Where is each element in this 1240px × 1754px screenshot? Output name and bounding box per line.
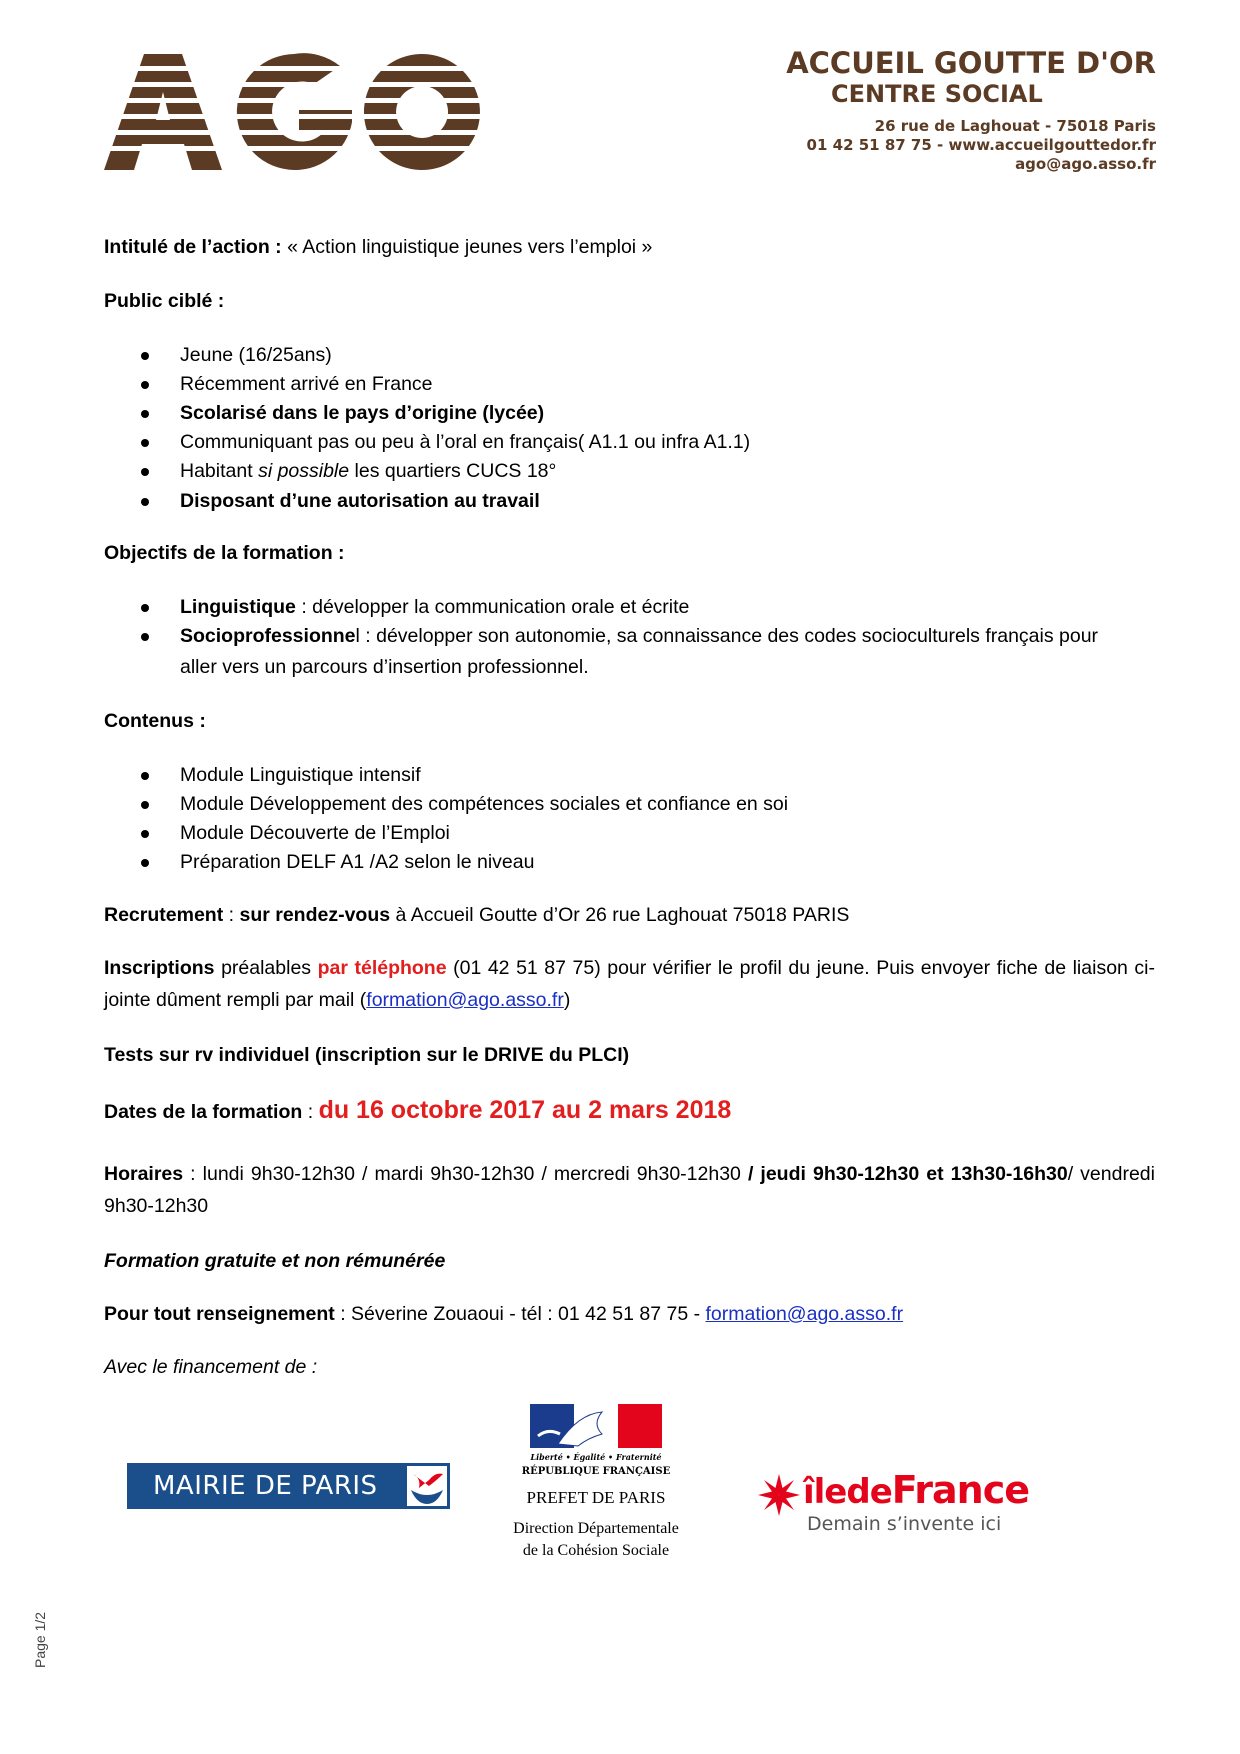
horaires-bold: / jeudi 9h30-12h30 et 13h30-16h30 bbox=[747, 1163, 1068, 1185]
objectif-text: l : développer son autonomie, sa connaissance des codes socioculturels français pour bbox=[355, 625, 1099, 647]
mairie-de-paris-logo bbox=[127, 1463, 450, 1509]
public-item: Jeune (16/25ans) bbox=[180, 344, 332, 366]
idf-tagline: Demain s’invente ici bbox=[807, 1513, 1002, 1535]
bullet-icon bbox=[141, 801, 149, 809]
bullet-icon bbox=[141, 830, 149, 838]
bullet-icon bbox=[141, 410, 149, 418]
bullet-icon bbox=[141, 381, 149, 389]
bullet-icon bbox=[141, 859, 149, 867]
objectif-item-continued: aller vers un parcours d’insertion professionnel. bbox=[180, 656, 589, 678]
horaires-label: Horaires bbox=[104, 1163, 184, 1185]
objectif-item bbox=[180, 596, 689, 619]
tests-line: Tests sur rv individuel (inscription sur le DRIVE du PLCI) bbox=[104, 1044, 630, 1066]
idf-ile: îlede bbox=[803, 1472, 892, 1512]
inscriptions-paragraph bbox=[104, 952, 1155, 1016]
bullet-icon bbox=[141, 439, 149, 447]
dates-label: Dates de la formation bbox=[104, 1101, 303, 1123]
idf-star-icon bbox=[757, 1473, 801, 1517]
contenu-item: Module Découverte de l’Emploi bbox=[180, 822, 450, 844]
idf-logo-text bbox=[803, 1468, 1029, 1512]
public-item: Communiquant pas ou peu à l’oral en français( A1.1 ou infra A1.1) bbox=[180, 431, 751, 453]
page-number: Page 1/2 bbox=[32, 1611, 48, 1668]
ddcs-label: de la Cohésion Sociale bbox=[522, 1542, 670, 1559]
public-item-text: Habitant bbox=[180, 460, 259, 482]
dates-line bbox=[104, 1096, 731, 1125]
inscriptions-label: Inscriptions bbox=[104, 957, 215, 979]
dates-value: du 16 octobre 2017 au 2 mars 2018 bbox=[318, 1096, 732, 1124]
public-item-italic: si possible bbox=[258, 460, 350, 482]
financement-line: Avec le financement de : bbox=[104, 1356, 318, 1378]
org-address: 26 rue de Laghouat - 75018 Paris bbox=[874, 117, 1156, 135]
ago-logo bbox=[104, 52, 484, 172]
marianne-motto: Liberté • Égalité • Fraternité bbox=[530, 1452, 662, 1462]
idf-france: France bbox=[891, 1468, 1030, 1512]
inscriptions-text: préalables bbox=[214, 957, 318, 979]
contenu-item: Préparation DELF A1 /A2 selon le niveau bbox=[180, 851, 535, 873]
action-value: « Action linguistique jeunes vers l’emploi » bbox=[281, 236, 653, 258]
org-email: ago@ago.asso.fr bbox=[1015, 155, 1156, 173]
action-label: Intitulé de l’action : bbox=[104, 236, 282, 258]
bullet-icon bbox=[141, 604, 149, 612]
public-item: Scolarisé dans le pays d’origine (lycée) bbox=[180, 402, 545, 424]
objectifs-heading: Objectifs de la formation : bbox=[104, 542, 345, 564]
bullet-icon bbox=[141, 468, 149, 476]
bullet-icon bbox=[141, 352, 149, 360]
public-item-text: les quartiers CUCS 18° bbox=[349, 460, 557, 482]
horaires-paragraph bbox=[104, 1158, 1155, 1222]
republique-francaise-label: RÉPUBLIQUE FRANÇAISE bbox=[521, 1466, 671, 1477]
public-item: Récemment arrivé en France bbox=[180, 373, 433, 395]
org-subtitle: CENTRE SOCIAL bbox=[831, 80, 1043, 108]
public-item bbox=[180, 460, 556, 483]
recrutement-line bbox=[104, 904, 849, 927]
marianne-logo bbox=[530, 1404, 662, 1448]
objectif-text: : développer la communication orale et écrite bbox=[295, 596, 690, 618]
action-title-line bbox=[104, 236, 652, 259]
recrutement-mode: sur rendez-vous bbox=[239, 904, 391, 926]
mairie-logo-text: MAIRIE DE PARIS bbox=[153, 1471, 378, 1501]
recrutement-label: Recrutement bbox=[104, 904, 224, 926]
inscriptions-text: ) bbox=[563, 989, 571, 1011]
public-item: Disposant d’une autorisation au travail bbox=[180, 490, 540, 512]
contact-line bbox=[104, 1303, 903, 1326]
separator: : bbox=[223, 904, 240, 926]
gratuite-line: Formation gratuite et non rémunérée bbox=[104, 1250, 446, 1272]
org-name: ACCUEIL GOUTTE D'OR bbox=[786, 46, 1156, 80]
contact-label: Pour tout renseignement bbox=[104, 1303, 335, 1325]
contact-text: : Séverine Zouaoui - tél : 01 42 51 87 75 - bbox=[334, 1303, 706, 1325]
org-phone-web: 01 42 51 87 75 - www.accueilgouttedor.fr bbox=[806, 136, 1156, 154]
contact-email-link[interactable]: formation@ago.asso.fr bbox=[705, 1303, 904, 1325]
objectif-item bbox=[180, 625, 1155, 648]
contenus-heading: Contenus : bbox=[104, 710, 206, 732]
inscriptions-highlight: par téléphone bbox=[317, 957, 447, 979]
inscriptions-text: (01 42 51 87 75) pour vérifier le profil du jeune. Puis envoyer fiche de liaison ci-jointe dûment rempli par mail ( bbox=[104, 957, 1155, 1011]
recrutement-text: à Accueil Goutte d’Or 26 rue Laghouat 75018 PARIS bbox=[390, 904, 850, 926]
contenu-item: Module Linguistique intensif bbox=[180, 764, 421, 786]
contenu-item: Module Développement des compétences sociales et confiance en soi bbox=[180, 793, 789, 815]
bullet-icon bbox=[141, 498, 149, 506]
horaires-text: / vendredi 9h30-12h30 bbox=[104, 1163, 1155, 1217]
paris-ship-icon bbox=[407, 1466, 447, 1506]
separator: : bbox=[302, 1101, 319, 1123]
bullet-icon bbox=[141, 772, 149, 780]
objectif-keyword: Socioprofessionne bbox=[180, 625, 356, 647]
ddcs-label: Direction Départementale bbox=[513, 1520, 679, 1537]
public-heading: Public ciblé : bbox=[104, 290, 225, 312]
inscriptions-email-link[interactable]: formation@ago.asso.fr bbox=[366, 989, 564, 1011]
bullet-icon bbox=[141, 633, 149, 641]
objectif-keyword: Linguistique bbox=[180, 596, 296, 618]
horaires-text: : lundi 9h30-12h30 / mardi 9h30-12h30 / mercredi 9h30-12h30 bbox=[183, 1163, 748, 1185]
prefet-label: PREFET DE PARIS bbox=[526, 1488, 666, 1507]
